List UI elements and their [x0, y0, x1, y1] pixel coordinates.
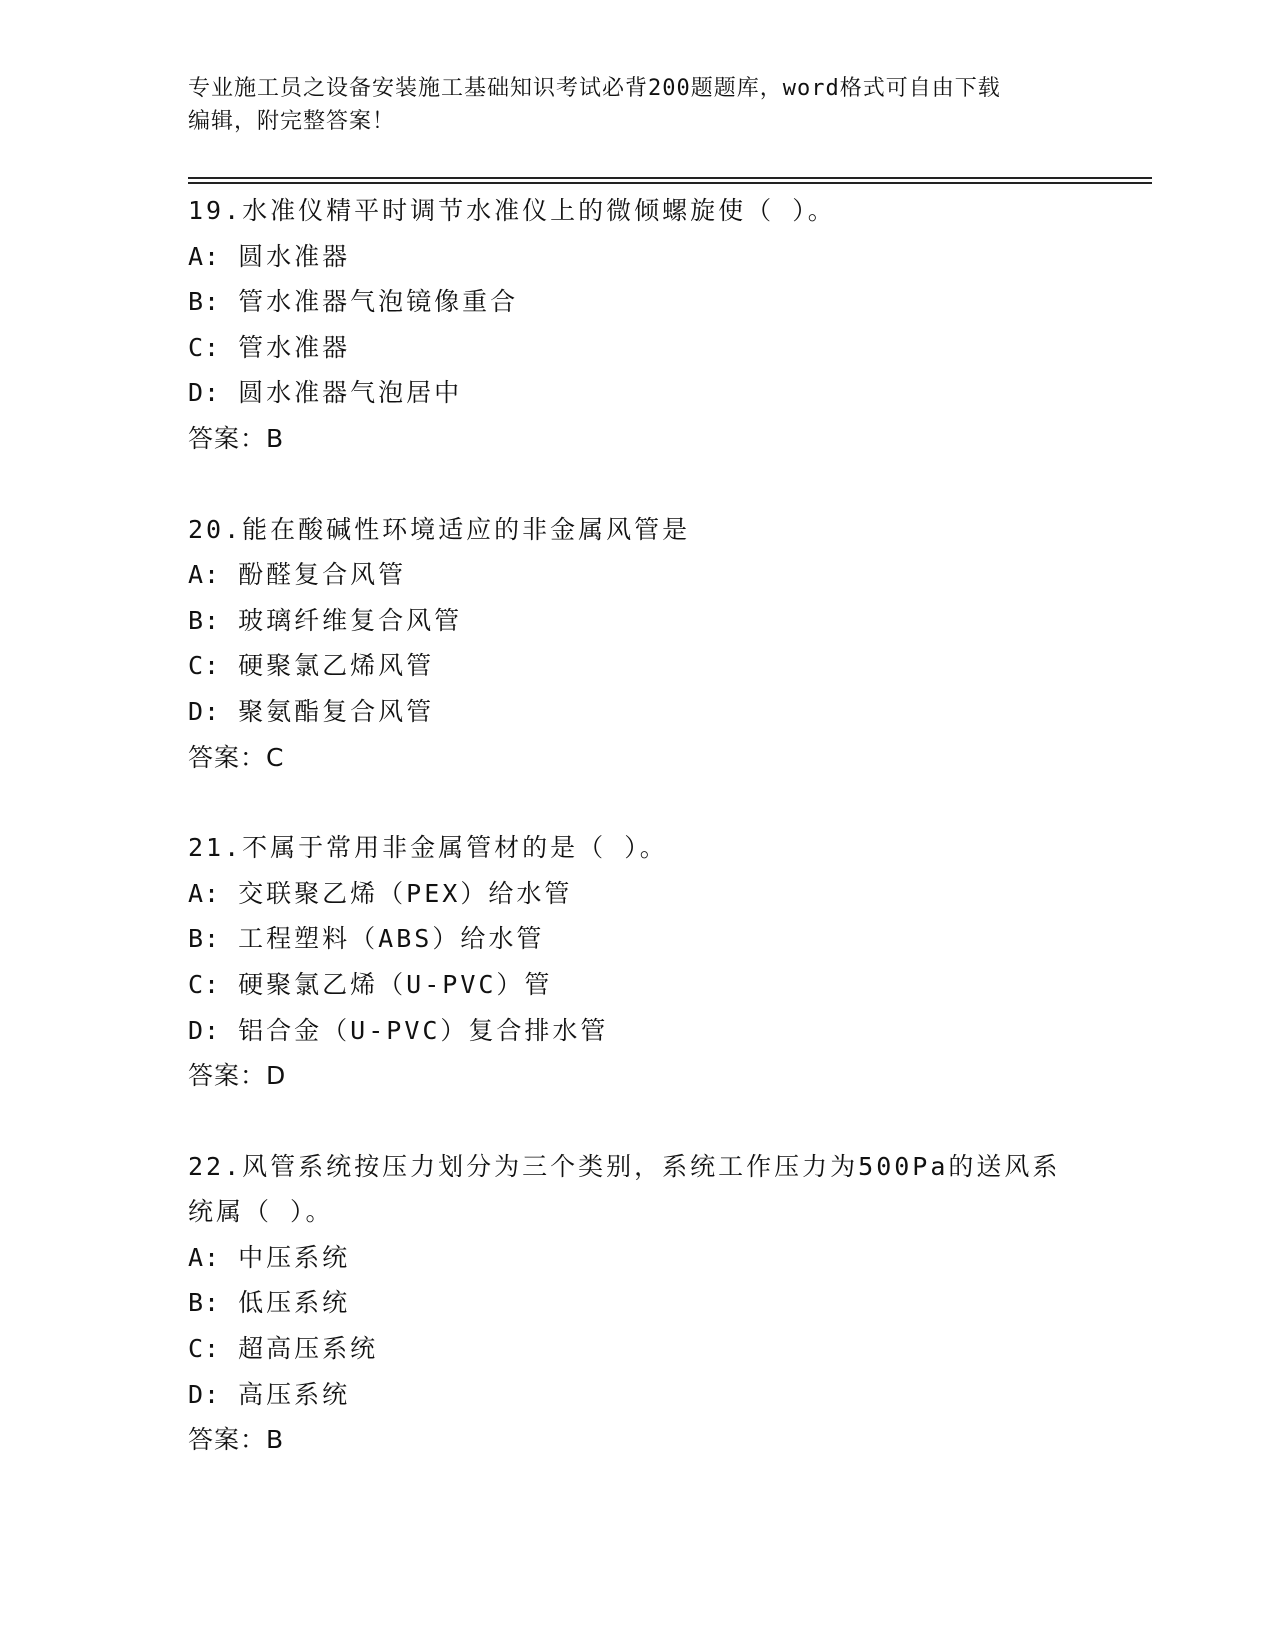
question-22 — [188, 1144, 1088, 1463]
header-divider-bottom — [188, 182, 1152, 184]
option-key: D: — [188, 1015, 221, 1045]
option-text: 中压系统 — [238, 1242, 351, 1272]
option-key: A: — [188, 1242, 221, 1272]
option-text: 酚醛复合风管 — [238, 560, 407, 590]
option-key: B: — [188, 1288, 221, 1318]
option-text: 低压系统 — [238, 1288, 351, 1318]
question-stem: 20.能在酸碱性环境适应的非金属风管是 — [188, 514, 691, 544]
option-text: 硬聚氯乙烯（U-PVC）管 — [238, 969, 553, 999]
answer-label: 答案：D — [188, 1061, 287, 1091]
option-c — [188, 1326, 1088, 1372]
answer-label: 答案：B — [188, 423, 285, 453]
option-b — [188, 598, 1088, 644]
option-text: 超高压系统 — [238, 1334, 379, 1364]
option-b — [188, 1280, 1088, 1326]
question-stem: 21.不属于常用非金属管材的是（ ）。 — [188, 833, 668, 863]
option-b — [188, 279, 1088, 325]
option-a — [188, 871, 1088, 917]
header-divider-top — [188, 177, 1152, 179]
question-20 — [188, 507, 1088, 781]
option-text: 聚氨酯复合风管 — [238, 696, 435, 726]
option-key: C: — [188, 332, 221, 362]
option-key: A: — [188, 241, 221, 271]
option-d — [188, 1372, 1088, 1418]
question-19 — [188, 188, 1088, 462]
option-key: B: — [188, 605, 221, 635]
option-key: D: — [188, 378, 221, 408]
option-a — [188, 1235, 1088, 1281]
question-21 — [188, 825, 1088, 1099]
option-key: A: — [188, 878, 221, 908]
option-key: B: — [188, 924, 221, 954]
option-c — [188, 962, 1088, 1008]
header-line-2: 编辑，附完整答案！ — [188, 109, 396, 134]
option-text: 管水准器气泡镜像重合 — [238, 287, 519, 317]
option-c — [188, 325, 1088, 371]
option-text: 管水准器 — [238, 332, 351, 362]
option-text: 圆水准器气泡居中 — [238, 378, 463, 408]
option-text: 玻璃纤维复合风管 — [238, 605, 463, 635]
option-key: C: — [188, 1334, 221, 1364]
option-key: B: — [188, 287, 221, 317]
option-key: D: — [188, 1379, 221, 1409]
option-key: A: — [188, 560, 221, 590]
question-stem: 19.水准仪精平时调节水准仪上的微倾螺旋使（ ）。 — [188, 196, 836, 225]
question-stem: 22.风管系统按压力划分为三个类别，系统工作压力为500Pa的送风系统属（ ）。 — [188, 1151, 1061, 1227]
option-c — [188, 643, 1088, 689]
option-text: 铝合金（U-PVC）复合排水管 — [238, 1015, 609, 1045]
option-d — [188, 689, 1088, 735]
option-key: C: — [188, 651, 221, 681]
document-header — [188, 72, 1068, 138]
option-text: 硬聚氯乙烯风管 — [238, 651, 435, 681]
answer-label: 答案：C — [188, 742, 285, 772]
option-d — [188, 1008, 1088, 1054]
option-text: 圆水准器 — [238, 241, 351, 271]
question-list — [188, 188, 1088, 1508]
option-key: C: — [188, 969, 221, 999]
option-b — [188, 916, 1088, 962]
option-d — [188, 370, 1088, 416]
header-line-1: 专业施工员之设备安装施工基础知识考试必背200题题库，word格式可自由下载 — [188, 76, 1001, 101]
option-text: 交联聚乙烯（PEX）给水管 — [238, 878, 573, 908]
option-text: 工程塑料（ABS）给水管 — [238, 924, 545, 954]
option-a — [188, 234, 1088, 280]
answer-label: 答案：B — [188, 1425, 285, 1455]
option-text: 高压系统 — [238, 1379, 351, 1409]
option-key: D: — [188, 696, 221, 726]
option-a — [188, 552, 1088, 598]
